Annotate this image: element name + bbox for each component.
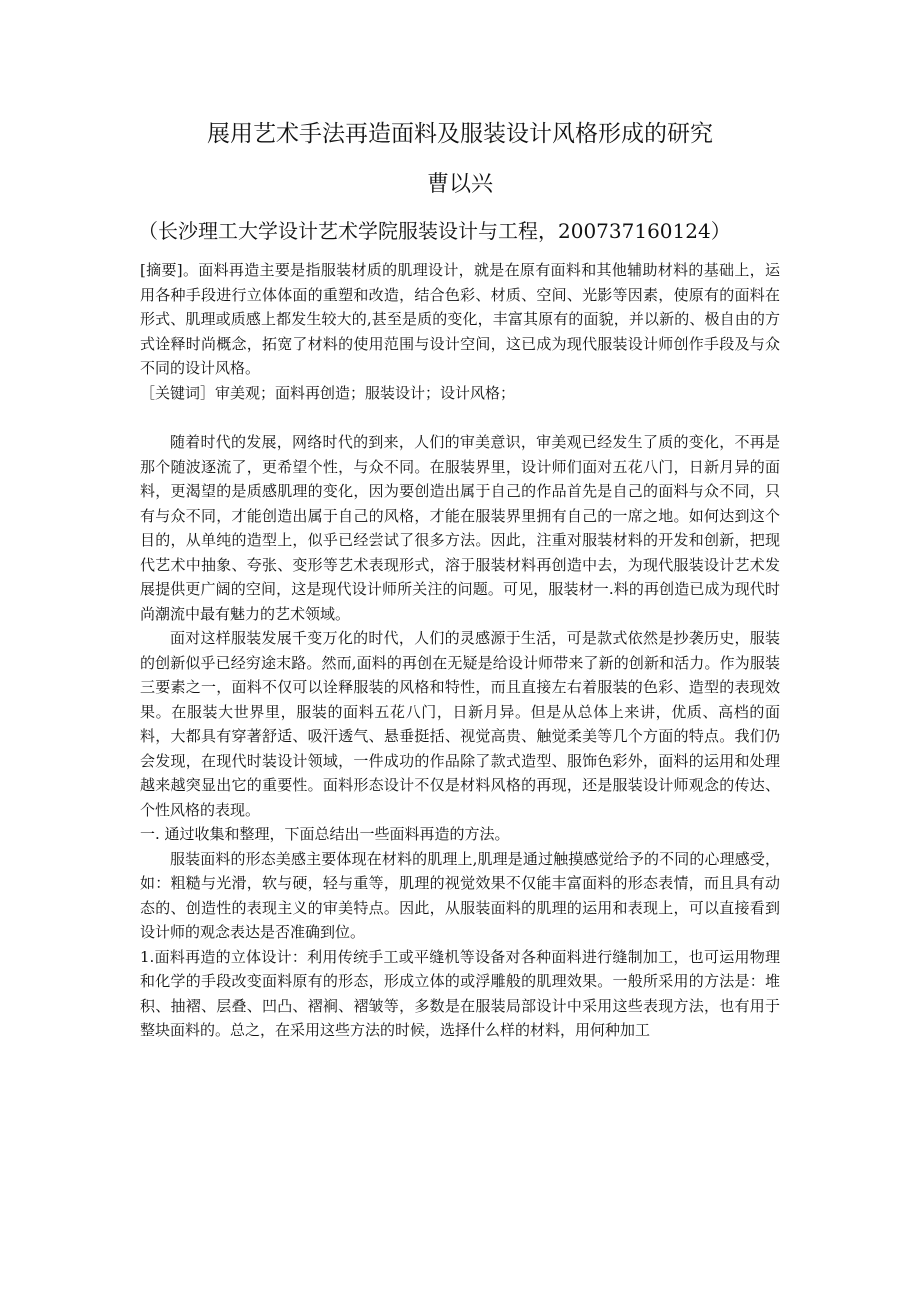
document-title: 展用艺术手法再造面料及服装设计风格形成的研究 [207,121,713,147]
author-affiliation: （长沙理工大学设计艺术学院服装设计与工程，200737160124） [138,219,731,243]
abstract-text: [摘要]。面料再造主要是指服装材质的肌理设计，就是在原有面料和其他辅助材料的基础上，运用各种手段进行立体体面的重塑和改造，结合色彩、材质、空间、光影等因素，使原有的面料在形式、肌理或质感上都发生较大的,甚至是质的变化，丰富其原有的面貌，并以新的、极自由的方式诠释时尚概念，拓宽了材料的使用范围与设计空间，这已成为现代服装设计师创作手段及与众不同的设计风格。 [140,261,780,377]
method-item-1: 1.面料再造的立体设计：利用传统手工或平缝机等设备对各种面料进行缝制加工，也可运用物理和化学的手段改变面料原有的形态，形成立体的或浮雕般的肌理效果。一般所采用的方法是：堆积、抽褶、层叠、凹凸、褶裥、褶皱等，多数是在服装局部设计中采用这些表现方法，也有用于整块面料的。总之，在采用这些方法的时候，选择什么样的材料，用何种加工 [140,947,780,1039]
body-paragraph-1: 随着时代的发展，网络时代的到来，人们的审美意识，审美观已经发生了质的变化，不再是那个随波逐流了，更希望个性，与众不同。在服装界里，设计师们面对五花八门，日新月异的面料，更渴望的是质感肌理的变化，因为要创造出属于自己的作品首先是自己的面料与众不同，只有与众不同，才能创造出属于自己的风格，才能在服装界里拥有自己的一席之地。如何达到这个目的，从单纯的造型上，似乎已经尝试了很多方法。因此，注重对服装材料的开发和创新，把现代艺术中抽象、夸张、变形等艺术表现形式，溶于服装材料再创造中去，为现代服装设计艺术发展提供更广阔的空间，这是现代设计师所关注的问题。可见，服装材一.料的再创造已成为现代时尚潮流中最有魅力的艺术领域。 [140,433,780,623]
document-body [140,258,780,1043]
section-heading-1: 一. 通过收集和整理，下面总结出一些面料再造的方法。 [140,825,510,843]
keywords-line: ［关键词］审美观；面料再创造；服装设计；设计风格； [140,383,516,402]
body-paragraph-3: 服装面料的形态美感主要体现在材料的肌理上,肌理是通过触摸感觉给予的不同的心理感受，如：粗糙与光滑，软与硬，轻与重等，肌理的视觉效果不仅能丰富面料的形态表情，而且具有动态的、创造性的表现主义的审美特点。因此，从服装面料的肌理的运用和表现上，可以直接看到设计师的观念表达是否准确到位。 [140,849,780,941]
author-name: 曹以兴 [426,172,493,197]
body-paragraph-2: 面对这样服装发展千变万化的时代，人们的灵感源于生活，可是款式依然是抄袭历史，服装的创新似乎已经穷途末路。然而,面料的再创在无疑是给设计师带来了新的创新和活力。作为服装三要素之一，面料不仅可以诠释服装的风格和特性，而且直接左右着服装的色彩、造型的表现效果。在服装大世界里，服装的面料五花八门，日新月异。但是从总体上来讲，优质、高档的面料，大都具有穿著舒适、吸汗透气、悬垂挺括、视觉高贵、触觉柔美等几个方面的特点。我们仍会发现，在现代时装设计领域，一件成功的作品除了款式造型、服饰色彩外，面料的运用和处理越来越突显出它的重要性。面料形态设计不仅是材料风格的再现，还是服装设计师观念的传达、个性风格的表现。 [140,629,780,819]
paragraph-gap [140,405,780,430]
